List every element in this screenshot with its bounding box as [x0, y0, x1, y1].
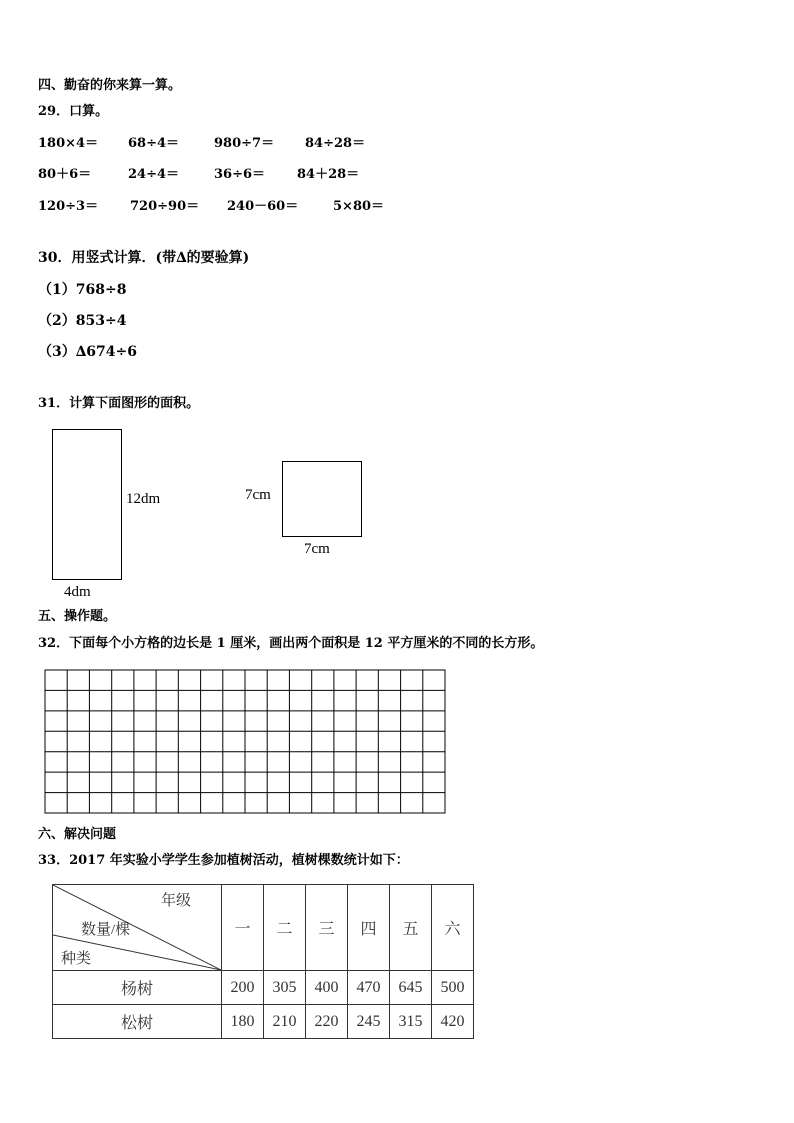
tree-planting-table — [52, 884, 474, 1039]
q33-title: 33．2017 年实验小学学生参加植树活动，植树棵数统计如下： — [38, 853, 409, 868]
table-cell: 315 — [390, 1005, 432, 1039]
table-cell: 645 — [390, 971, 432, 1005]
row-name: 杨树 — [53, 971, 222, 1005]
rectangle-length-label: 12dm — [126, 491, 161, 507]
section5-heading: 五、操作题。 — [38, 609, 117, 624]
oral-calc-item: 180×4＝ — [38, 136, 99, 151]
q32-title: 32．下面每个小方格的边长是 1 厘米，画出两个面积是 12 平方厘米的不同的长方形。 — [38, 636, 544, 651]
table-cell: 200 — [222, 971, 264, 1005]
rectangle-width-label: 4dm — [64, 584, 91, 600]
column-header: 二 — [264, 885, 306, 971]
column-header: 一 — [222, 885, 264, 971]
table-cell: 470 — [348, 971, 390, 1005]
section4-heading: 四、勤奋的你来算一算。 — [38, 78, 182, 93]
table-cell: 400 — [306, 971, 348, 1005]
oral-calc-item: 84＋28＝ — [297, 167, 360, 182]
table-cell: 305 — [264, 971, 306, 1005]
oral-calc-item: 240－60＝ — [227, 199, 299, 214]
header-type: 种类 — [61, 951, 92, 967]
header-quantity: 数量/棵 — [81, 922, 131, 938]
oral-calc-item: 24÷4＝ — [128, 167, 180, 182]
table-cell: 420 — [432, 1005, 474, 1039]
square-figure — [282, 461, 362, 537]
square-side-label: 7cm — [245, 487, 271, 503]
q30-title: 30．用竖式计算．(带∆的要验算) — [38, 250, 250, 266]
section6-heading: 六、解决问题 — [38, 827, 117, 842]
diagonal-header-cell — [53, 885, 222, 971]
row-name: 松树 — [53, 1005, 222, 1039]
oral-calc-item: 720÷90＝ — [130, 199, 200, 214]
table-cell: 245 — [348, 1005, 390, 1039]
oral-calc-item: 120÷3＝ — [38, 199, 99, 214]
oral-calc-item: 84÷28＝ — [305, 136, 366, 151]
oral-calc-item: 36÷6＝ — [214, 167, 266, 182]
table-cell: 210 — [264, 1005, 306, 1039]
table-cell: 220 — [306, 1005, 348, 1039]
oral-calc-item: 80＋6＝ — [38, 167, 92, 182]
square-bottom-label: 7cm — [304, 541, 330, 557]
oral-calc-item: 68÷4＝ — [128, 136, 180, 151]
q31-title: 31．计算下面图形的面积。 — [38, 396, 200, 411]
table-cell: 500 — [432, 971, 474, 1005]
table-row — [53, 1005, 474, 1039]
column-header: 三 — [306, 885, 348, 971]
column-header: 五 — [390, 885, 432, 971]
table-cell: 180 — [222, 1005, 264, 1039]
vertical-calc-item: （1）768÷8 — [38, 282, 127, 298]
column-header: 六 — [432, 885, 474, 971]
table-row — [53, 971, 474, 1005]
oral-calc-item: 5×80＝ — [333, 199, 385, 214]
square-grid — [44, 669, 447, 815]
oral-calc-item: 980÷7＝ — [214, 136, 275, 151]
rectangle-figure — [52, 429, 122, 580]
header-grade: 年级 — [161, 893, 192, 909]
vertical-calc-item: （2）853÷4 — [38, 313, 127, 329]
vertical-calc-item: （3）∆674÷6 — [38, 344, 137, 360]
column-header: 四 — [348, 885, 390, 971]
q29-title: 29．口算。 — [38, 104, 109, 119]
